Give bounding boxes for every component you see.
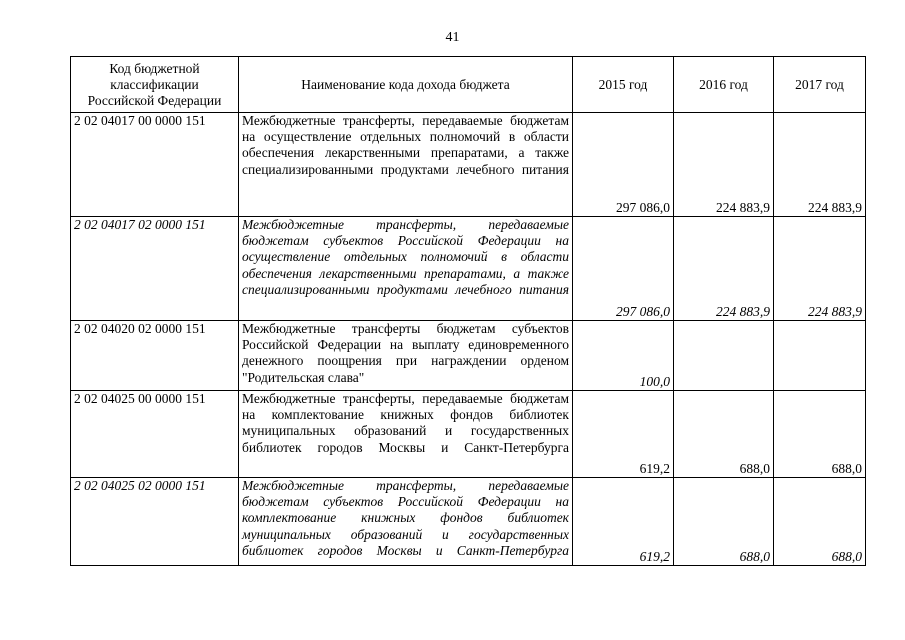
page-number: 41 bbox=[445, 30, 460, 45]
cell-name: Межбюджетные трансферты бюджетам субъектов Российской Федерации на выплату единовременного денежного поощрения при награждении орденом "Родительская слава" bbox=[239, 321, 573, 391]
header-year-2017: 2017 год bbox=[774, 57, 866, 113]
cell-2016: 224 883,9 bbox=[674, 217, 774, 321]
cell-code: 2 02 04017 02 0000 151 bbox=[71, 217, 239, 321]
cell-2015: 297 086,0 bbox=[573, 113, 674, 217]
cell-2017: 224 883,9 bbox=[774, 113, 866, 217]
cell-code: 2 02 04020 02 0000 151 bbox=[71, 321, 239, 391]
table-row bbox=[71, 217, 866, 321]
cell-2016: 224 883,9 bbox=[674, 113, 774, 217]
cell-name: Межбюджетные трансферты, передаваемые бюджетам субъектов Российской Федерации на комплектование книжных фондов библиотек муниципальных образований и государственных библиотек городов Москвы и Санкт-Петербурга bbox=[239, 478, 573, 566]
cell-2016: 688,0 bbox=[674, 391, 774, 478]
cell-2016 bbox=[674, 321, 774, 391]
cell-code: 2 02 04017 00 0000 151 bbox=[71, 113, 239, 217]
cell-2016: 688,0 bbox=[674, 478, 774, 566]
cell-2017: 224 883,9 bbox=[774, 217, 866, 321]
cell-2015: 619,2 bbox=[573, 391, 674, 478]
cell-2017: 688,0 bbox=[774, 478, 866, 566]
cell-name: Межбюджетные трансферты, передаваемые бюджетам на осуществление отдельных полномочий в области обеспечения лекарственными препаратами, а также специализированными продуктами лечебного питания bbox=[239, 113, 573, 217]
cell-code: 2 02 04025 02 0000 151 bbox=[71, 478, 239, 566]
cell-2015: 100,0 bbox=[573, 321, 674, 391]
cell-name: Межбюджетные трансферты, передаваемые бюджетам субъектов Российской Федерации на осуществление отдельных полномочий в области обеспечения лекарственными препаратами, а также специализированными продуктами лечебного питания bbox=[239, 217, 573, 321]
header-revenue-name: Наименование кода дохода бюджета bbox=[239, 57, 573, 113]
cell-code: 2 02 04025 00 0000 151 bbox=[71, 391, 239, 478]
table-header-row bbox=[71, 57, 866, 113]
table-row bbox=[71, 321, 866, 391]
table-row bbox=[71, 391, 866, 478]
budget-revenue-table bbox=[70, 56, 866, 566]
cell-name: Межбюджетные трансферты, передаваемые бюджетам на комплектование книжных фондов библиотек муниципальных образований и государственных библиотек городов Москвы и Санкт-Петербурга bbox=[239, 391, 573, 478]
cell-2015: 297 086,0 bbox=[573, 217, 674, 321]
cell-2017: 688,0 bbox=[774, 391, 866, 478]
cell-2017 bbox=[774, 321, 866, 391]
header-budget-code: Код бюджетной классификации Российской Федерации bbox=[71, 57, 239, 113]
header-year-2015: 2015 год bbox=[573, 57, 674, 113]
table-row bbox=[71, 478, 866, 566]
table-row bbox=[71, 113, 866, 217]
cell-2015: 619,2 bbox=[573, 478, 674, 566]
header-year-2016: 2016 год bbox=[674, 57, 774, 113]
